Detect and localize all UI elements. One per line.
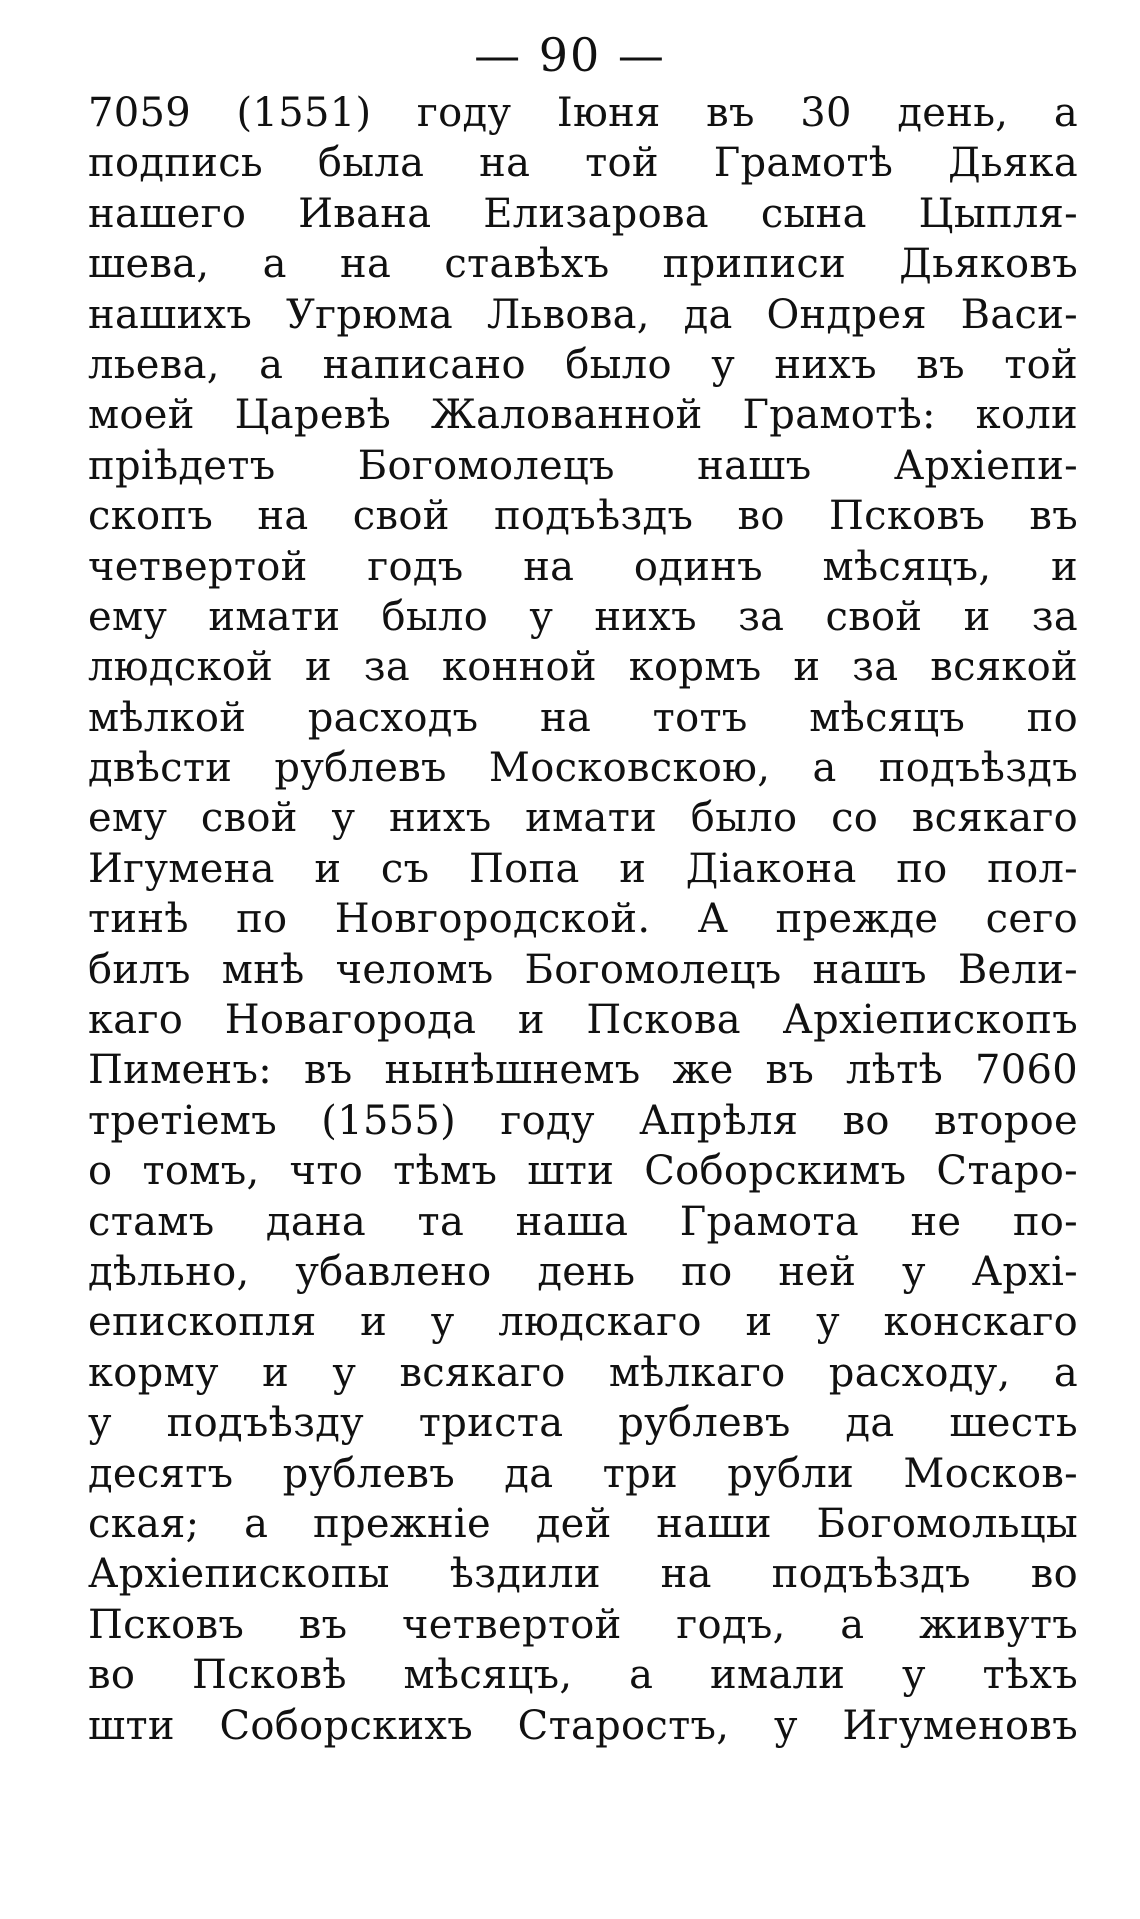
text-line: Архiепископы ѣздили на подъѣздъ во [88, 1551, 1078, 1598]
text-line: дѣльно, убавлено день по ней у Архi- [88, 1248, 1078, 1295]
text-line: подпись была на той Грамотѣ Дьяка [88, 140, 1078, 187]
text-line: ему свой у нихъ имати было со всякаго [88, 795, 1078, 842]
text-line: двѣсти рублевъ Московскою, а подъѣздъ [88, 745, 1078, 792]
text-line: Псковъ въ четвертой годъ, а живутъ [88, 1601, 1078, 1648]
text-line: о томъ, что тѣмъ шти Соборскимъ Старо- [88, 1148, 1078, 1195]
text-line: ская; а прежнiе дей наши Богомольцы [88, 1500, 1078, 1547]
text-line: людской и за конной кормъ и за всякой [88, 644, 1078, 691]
text-line: шева, а на ставѣхъ приписи Дьяковъ [88, 241, 1078, 288]
text-line: Игумена и съ Попа и Дiакона по пол- [88, 845, 1078, 892]
page-number: — 90 — [474, 28, 666, 82]
text-line: тинѣ по Новгородской. А прежде сего [88, 896, 1078, 943]
text-line: стамъ дана та наша Грамота не по- [88, 1198, 1078, 1245]
text-line: во Псковѣ мѣсяцъ, а имали у тѣхъ [88, 1652, 1078, 1699]
text-line: ему имати было у нихъ за свой и за [88, 593, 1078, 640]
body-text [88, 88, 1078, 1751]
text-line: 7059 (1551) году Іюня въ 30 день, а [88, 90, 1078, 136]
text-line: Пименъ: въ нынѣшнемъ же въ лѣтѣ 7060 [88, 1047, 1078, 1094]
text-line: корму и у всякаго мѣлкаго расходу, а [88, 1349, 1078, 1396]
text-line: мѣлкой расходъ на тотъ мѣсяцъ по [88, 694, 1078, 741]
text-line: билъ мнѣ челомъ Богомолецъ нашъ Вели- [88, 946, 1078, 993]
text-line: моей Царевѣ Жалованной Грамотѣ: коли [88, 392, 1078, 439]
text-line: шти Соборскихъ Старостъ, у Игуменовъ [88, 1702, 1078, 1749]
text-line: нашего Ивана Елизарова сына Цыпля- [88, 190, 1078, 237]
text-line: каго Новагорода и Пскова Архiепископъ [88, 997, 1078, 1044]
text-line: скопъ на свой подъѣздъ во Псковъ въ [88, 493, 1078, 540]
text-line: третiемъ (1555) году Апрѣля во второе [88, 1097, 1078, 1144]
text-line: десятъ рублевъ да три рубли Москов- [88, 1450, 1078, 1497]
text-line: четвертой годъ на одинъ мѣсяцъ, и [88, 543, 1078, 590]
text-line: прiѣдетъ Богомолецъ нашъ Архiепи- [88, 442, 1078, 489]
text-line: льева, а написано было у нихъ въ той [88, 341, 1078, 388]
text-line: нашихъ Угрюма Львова, да Ондрея Васи- [88, 291, 1078, 338]
text-line: у подъѣзду триста рублевъ да шесть [88, 1400, 1078, 1447]
text-line: епископля и у людскаго и у конскаго [88, 1299, 1078, 1346]
